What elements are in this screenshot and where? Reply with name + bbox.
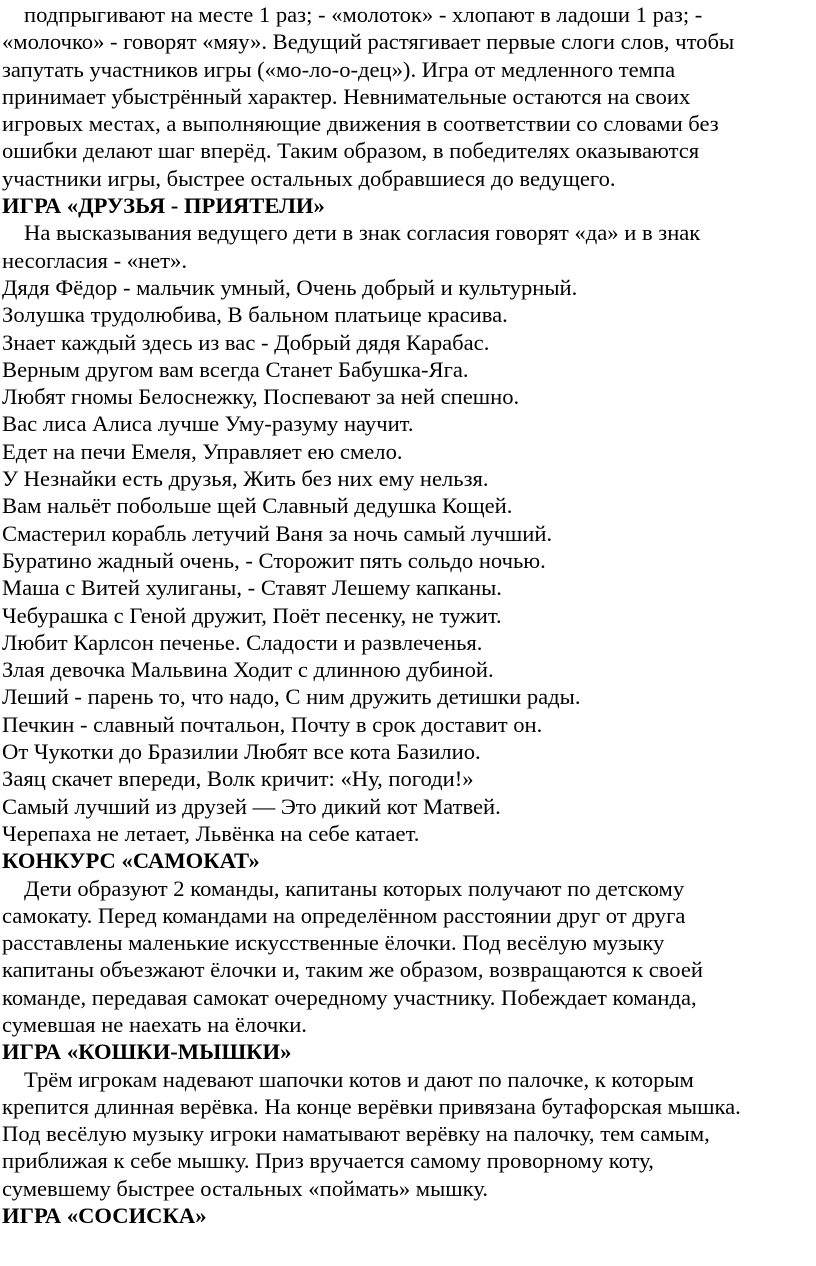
paragraph-line: игровых местах, а выполняющие движения в соответствии со словами без <box>2 111 719 137</box>
verse-line: Дядя Фёдор - мальчик умный, Очень добрый и культурный. <box>2 274 578 300</box>
intro-paragraph <box>2 0 816 192</box>
verse-line: Буратино жадный очень, - Сторожит пять сольдо ночью. <box>2 547 546 573</box>
paragraph-line: запутать участников игры («мо-ло-о-дец»). Игра от медленного темпа <box>2 56 676 82</box>
game-friends-section <box>2 192 816 847</box>
paragraph-line: Под весёлую музыку игроки наматывают верёвку на палочку, тем самым, <box>2 1121 710 1147</box>
verse-line: Золушка трудолюбива, В бальном платьице красива. <box>2 302 508 328</box>
verse-line: Вас лиса Алиса лучше Уму-разуму научит. <box>2 411 414 437</box>
verse-line: Чебурашка с Геной дружит, Поёт песенку, не тужит. <box>2 602 502 628</box>
section-heading: ИГРА «ДРУЗЬЯ - ПРИЯТЕЛИ» <box>2 193 325 219</box>
game-cats-mice-section <box>2 1038 816 1202</box>
paragraph-line: сумевшая не наехать на ёлочки. <box>2 1011 307 1037</box>
paragraph-line: подпрыгивают на месте 1 раз; - «молоток» - хлопают в ладоши 1 раз; - <box>24 2 703 27</box>
section-heading: ИГРА «СОСИСКА» <box>2 1203 207 1229</box>
contest-scooter-section <box>2 847 816 1038</box>
paragraph-line: крепится длинная верёвка. На конце верёвки привязана бутафорская мышка. <box>2 1093 741 1119</box>
section-heading: ИГРА «КОШКИ-МЫШКИ» <box>2 1039 292 1065</box>
paragraph-line: самокату. Перед командами на определённом расстоянии друг от друга <box>2 902 686 928</box>
paragraph-line: расставлены маленькие искусственные ёлочки. Под весёлую музыку <box>2 930 665 956</box>
paragraph-line: На высказывания ведущего дети в знак согласия говорят «да» и в знак <box>24 220 701 246</box>
game-sausage-section <box>2 1202 816 1229</box>
verse-line: Любит Карлсон печенье. Сладости и развлеченья. <box>2 629 483 655</box>
paragraph-line: участники игры, быстрее остальных добравшиеся до ведущего. <box>2 165 616 191</box>
section-heading: КОНКУРС «САМОКАТ» <box>2 848 260 874</box>
paragraph-line: команде, передавая самокат очередному участнику. Побеждает команда, <box>2 984 697 1010</box>
paragraph-line: ошибки делают шаг вперёд. Таким образом, в победителях оказываются <box>2 138 700 164</box>
paragraph-line: несогласия - «нет». <box>2 247 187 273</box>
verse-line: Смастерил корабль летучий Ваня за ночь самый лучший. <box>2 520 553 546</box>
verse-line: Верным другом вам всегда Станет Бабушка-Яга. <box>2 356 469 382</box>
paragraph-line: капитаны объезжают ёлочки и, таким же образом, возвращаются к своей <box>2 957 703 983</box>
verse-line: От Чукотки до Бразилии Любят все кота Базилио. <box>2 739 481 765</box>
verse-line: Знает каждый здесь из вас - Добрый дядя Карабас. <box>2 329 490 355</box>
verse-line: Заяц скачет впереди, Волк кричит: «Ну, погоди!» <box>2 766 474 792</box>
verse-line: Вам нальёт побольше щей Славный дедушка Кощей. <box>2 493 513 519</box>
verse-line: Самый лучший из друзей — Это дикий кот Матвей. <box>2 793 501 819</box>
paragraph-line: сумевшему быстрее остальных «поймать» мышку. <box>2 1175 489 1201</box>
verse-line: У Незнайки есть друзья, Жить без них ему нельзя. <box>2 466 489 492</box>
paragraph-line: принимает убыстрённый характер. Невнимательные остаются на своих <box>2 83 691 109</box>
verse-line: Печкин - славный почтальон, Почту в срок доставит он. <box>2 711 543 737</box>
verse-line: Маша с Витей хулиганы, - Ставят Лешему капканы. <box>2 575 502 601</box>
verse-line: Злая девочка Мальвина Ходит с длинною дубиной. <box>2 657 494 683</box>
paragraph-line: Трём игрокам надевают шапочки котов и дают по палочке, к которым <box>24 1066 694 1092</box>
verse-line: Любят гномы Белоснежку, Поспевают за ней спешно. <box>2 384 520 410</box>
paragraph-line: Дети образуют 2 команды, капитаны которых получают по детскому <box>24 875 685 901</box>
verse-line: Едет на печи Емеля, Управляет ею смело. <box>2 438 403 464</box>
verse-line: Леший - парень то, что надо, С ним дружить детишки рады. <box>2 684 581 710</box>
paragraph-line: приближая к себе мышку. Приз вручается самому проворному коту, <box>2 1148 654 1174</box>
verse-line: Черепаха не летает, Львёнка на себе катает. <box>2 820 420 846</box>
paragraph-line: «молочко» - говорят «мяу». Ведущий растягивает первые слоги слов, чтобы <box>2 29 735 55</box>
